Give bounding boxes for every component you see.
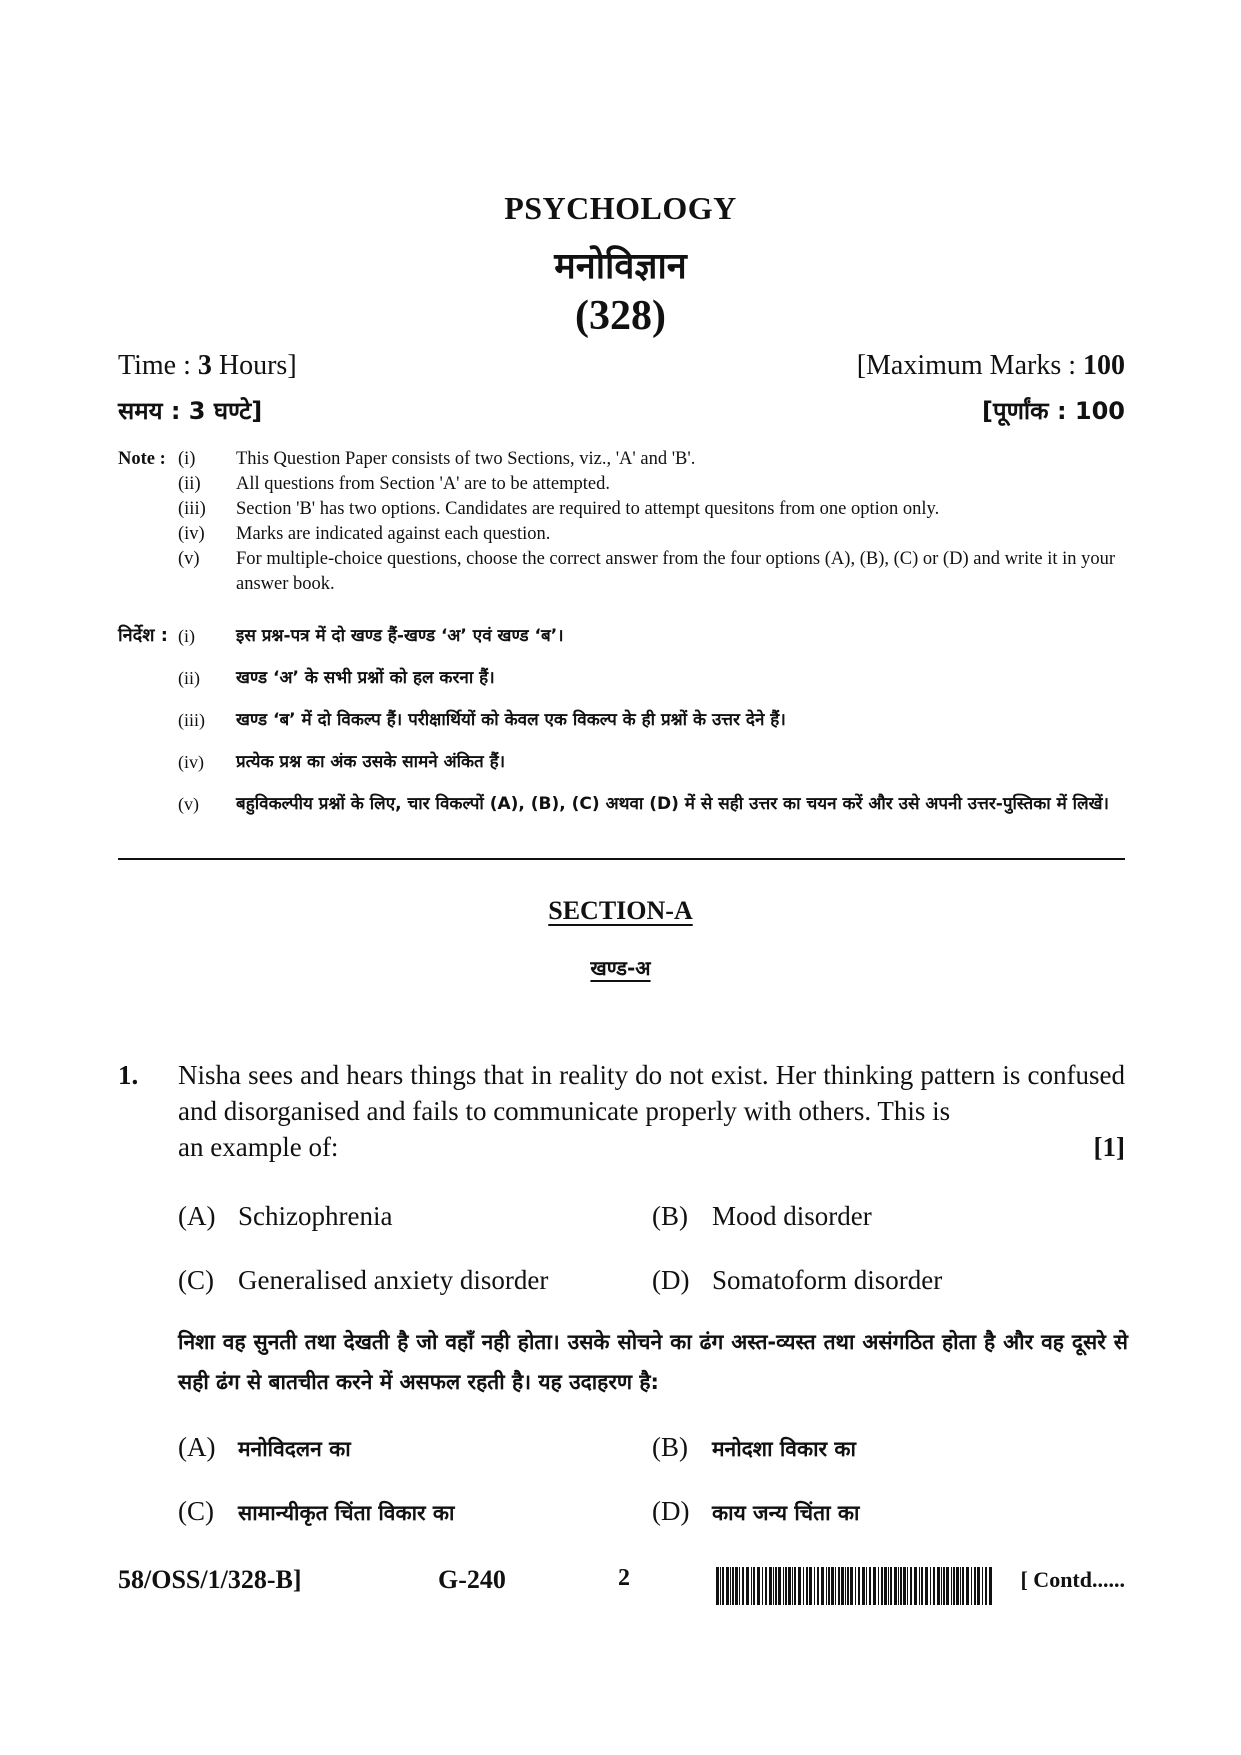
notes-heading-hi: निर्देश : <box>118 625 168 646</box>
notes-en <box>118 447 1128 597</box>
option-b: (B) Mood disorder <box>652 1200 872 1231</box>
note-item-hi: निर्देश : (i) इस प्रश्न-पत्र में दो खण्ड हैं-खण्ड ‘अ’ एवं खण्ड ‘ब’। <box>118 622 1128 650</box>
question-text-end: an example of: <box>178 1132 339 1162</box>
question-1-hi: निशा वह सुनती तथा देखती है जो वहाँ नही होता। उसके सोचने का ढंग अस्त-व्यस्त तथा असंगठित होता है और वह दूसरे से सही ढंग से बातचीत करने में असफल रहती है। यह उदाहरण है: <box>178 1330 1128 1394</box>
question-1-en <box>118 1057 1125 1165</box>
series-code: G-240 <box>438 1565 506 1594</box>
note-item: Note : (i) This Question Paper consists of two Sections, viz., 'A' and 'B'. <box>118 447 1128 472</box>
subject-title-en: PSYCHOLOGY <box>504 190 737 226</box>
option-a-hi: (A) मनोविदलन का <box>178 1432 351 1462</box>
paper-code: 58/OSS/1/328-B] <box>118 1565 302 1594</box>
note-item-hi: (iv) प्रत्येक प्रश्न का अंक उसके सामने अंकित हैं। <box>178 752 506 772</box>
note-item: (iii) Section 'B' has two options. Candidates are required to attempt quesitons from one option only. <box>178 499 940 519</box>
option-c: (C) Generalised anxiety disorder <box>178 1264 549 1295</box>
section-title-en: SECTION-A <box>548 896 693 925</box>
question-marks: [1] <box>1093 1132 1125 1162</box>
options-hi <box>178 1416 1128 1544</box>
subject-code: (328) <box>575 293 666 339</box>
divider <box>118 858 1125 860</box>
note-item: (v) For multiple-choice questions, choose the correct answer from the four options (A), (B), (C) or (D) and write it in your answer book. <box>178 549 1116 594</box>
question-text: Nisha sees and hears things that in reality do not exist. Her thinking pattern is confused and disorganised and fails to communicate properly with others. This is <box>178 1060 1125 1126</box>
time-en: Time : 3 Hours] <box>118 350 297 381</box>
options-en <box>178 1184 1128 1312</box>
section-title-hi: खण्ड-अ <box>590 956 651 980</box>
notes-hi <box>118 622 1128 832</box>
continued-label: [ Contd...... <box>1020 1567 1125 1592</box>
notes-heading: Note : <box>118 449 166 469</box>
option-b-hi: (B) मनोदशा विकार का <box>652 1432 856 1462</box>
barcode <box>716 1567 994 1605</box>
option-a: (A) Schizophrenia <box>178 1200 393 1231</box>
question-number: 1. <box>118 1060 139 1090</box>
option-c-hi: (C) सामान्यीकृत चिंता विकार का <box>178 1496 455 1526</box>
note-item: (ii) All questions from Section 'A' are to be attempted. <box>178 474 611 494</box>
option-d-hi: (D) काय जन्य चिंता का <box>652 1496 860 1526</box>
time-marks-row-hi <box>118 394 1125 427</box>
note-item-hi: (v) बहुविकल्पीय प्रश्नों के लिए, चार विकल्पों (A), (B), (C) अथवा (D) में से सही उत्तर का चयन करें और उसे अपनी उत्तर-पुस्तिका में लिखें। <box>178 794 1109 814</box>
time-hi: समय : 3 घण्टे] <box>118 397 263 425</box>
page-number: 2 <box>618 1565 630 1591</box>
marks-en: [Maximum Marks : 100 <box>856 350 1125 381</box>
note-item-hi: (iii) खण्ड ‘ब’ में दो विकल्प हैं। परीक्षार्थियों को केवल एक विकल्प के ही प्रश्नों के उत्तर देने हैं। <box>178 710 786 730</box>
marks-hi: [पूर्णांक : 100 <box>981 397 1125 425</box>
subject-title-hi: मनोविज्ञान <box>554 246 687 287</box>
note-item-hi: (ii) खण्ड ‘अ’ के सभी प्रश्नों को हल करना हैं। <box>178 668 495 688</box>
note-item: (iv) Marks are indicated against each question. <box>178 524 551 544</box>
time-marks-row <box>118 350 1125 382</box>
option-d: (D) Somatoform disorder <box>652 1264 943 1295</box>
